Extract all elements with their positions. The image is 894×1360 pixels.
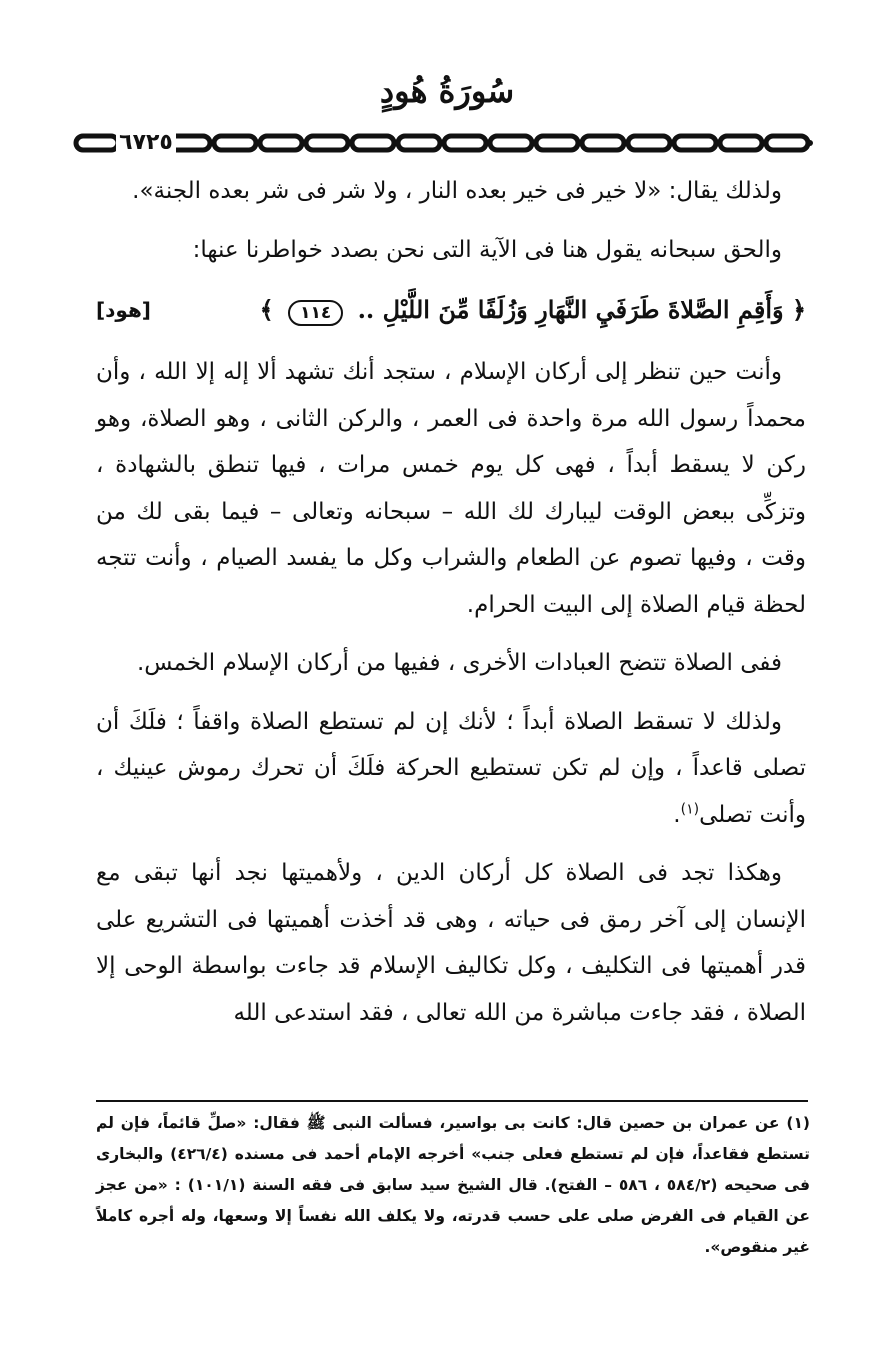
chain-link — [76, 136, 118, 150]
chain-link — [582, 136, 624, 150]
quran-verse-line — [96, 285, 806, 335]
ayah-number: ١١٤ — [288, 300, 343, 326]
chain-link — [214, 136, 256, 150]
chain-link — [398, 136, 440, 150]
paragraph-end: . — [673, 801, 681, 828]
chain-link — [352, 136, 394, 150]
surah-title: سُورَةُ هُودٍ — [379, 72, 515, 110]
chain-border-icon — [72, 126, 832, 160]
verse-close-bracket: ﴾ — [259, 294, 274, 324]
paragraph: ولذلك يقال: «لا خير فى خير بعده النار ، ولا شر فى شر بعده الجنة». — [132, 178, 782, 204]
chain-dot — [807, 140, 813, 146]
chain-link — [720, 136, 762, 150]
paragraph: والحق سبحانه يقول هنا فى الآية التى نحن بصدد خواطرنا عنها: — [192, 236, 782, 263]
page-number: ٦٧٢٥ — [116, 128, 176, 158]
footnote: (١) عن عمران بن حصين قال: كانت بى بواسير، فسألت النبى ﷺ فقال: «صلِّ قائماً، فإن لم تستطع فقاعداً، فإن لم تستطع فعلى جنب» أخرجه الإمام أحمد فى مسنده (٤٢٦/٤) والبخارى فى صحيحه (٥٨٤/٢ ، ٥٨٦ – الفتح). قال الشيخ سيد سابق فى فقه السنة (١٠١/١) : «من عجز عن القيام فى الفرض صلى على حسب قدرته، ولا يكلف الله نفساً إلا وسعها، وله أجره كاملاً غير منقوص». — [96, 1114, 810, 1256]
footnote-separator — [96, 1100, 808, 1102]
paragraph: ففى الصلاة تتضح العبادات الأخرى ، ففيها من أركان الإسلام الخمس. — [137, 650, 782, 676]
surah-reference: [هود] — [96, 297, 151, 322]
chain-link — [766, 136, 808, 150]
verse-text: وَأَقِمِ الصَّلاةَ طَرَفَيِ النَّهَارِ وَزُلَفًا مِّنَ اللَّيْلِ .. — [357, 294, 784, 324]
paragraph: وهكذا تجد فى الصلاة كل أركان الدين ، ولأهميتها نجد أنها تبقى مع الإنسان إلى آخر رمق فى حياته ، وهى قد أخذت أهميتها فى التشريع على قدر أهميتها فى التكليف ، وكل تكاليف الإسلام قد جاءت بواسطة الوحى إلا الصلاة ، فقد جاءت مباشرة من الله تعالى ، فقد استدعى الله — [96, 860, 806, 1026]
footnote-marker: (١) — [680, 800, 700, 817]
chain-link — [490, 136, 532, 150]
decorative-chain-border — [72, 126, 832, 160]
main-text — [96, 168, 806, 1048]
paragraph: وأنت حين تنظر إلى أركان الإسلام ، ستجد أنك تشهد ألا إله إلا الله ، وأن محمداً رسول الله مرة واحدة فى العمر ، والركن الثانى ، وهو الصلاة، وهو ركن لا يسقط أبداً ، فهى كل يوم خمس مرات ، فيها تنطق بالشهادة ، وتزكِّى ببعض الوقت ليبارك لك الله – سبحانه وتعالى – فيما بقى لك من وقت ، وفيها تصوم عن الطعام والشراب وكل ما يفسد الصيام ، وأنت تتجه لحظة قيام الصلاة إلى البيت الحرام. — [96, 359, 806, 618]
paragraph-text: ولذلك لا تسقط الصلاة أبداً ؛ لأنك إن لم تستطع الصلاة واقفاً ؛ فلَكَ أن تصلى قاعداً ، وإن لم تكن تستطيع الحركة فلَكَ أن تحرك رموش عينيك ، وأنت تصلى — [96, 708, 806, 828]
verse-open-bracket: ﴿ — [791, 294, 806, 324]
chain-link — [674, 136, 716, 150]
chain-link — [260, 136, 302, 150]
chain-link — [536, 136, 578, 150]
paragraph — [96, 699, 806, 839]
chain-link — [444, 136, 486, 150]
quran-verse — [260, 287, 806, 334]
chain-link — [628, 136, 670, 150]
chain-link — [306, 136, 348, 150]
